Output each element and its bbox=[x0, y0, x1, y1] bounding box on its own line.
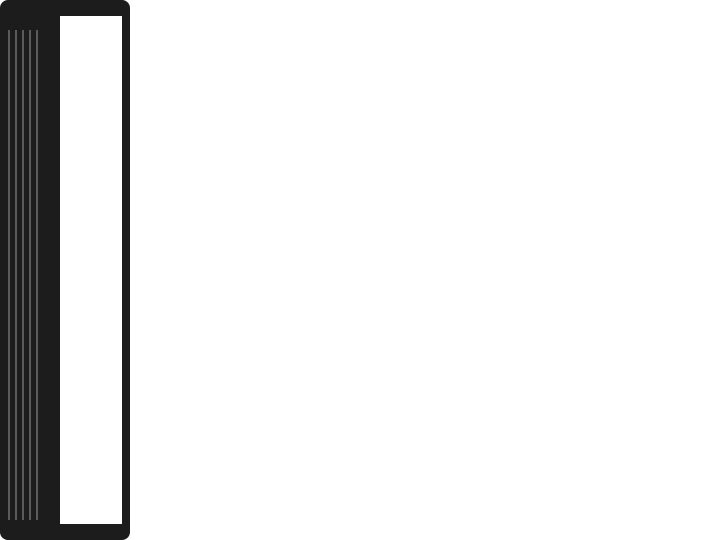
composer-list-panel bbox=[199, 36, 699, 74]
piano-keyboard-icon bbox=[0, 0, 130, 540]
